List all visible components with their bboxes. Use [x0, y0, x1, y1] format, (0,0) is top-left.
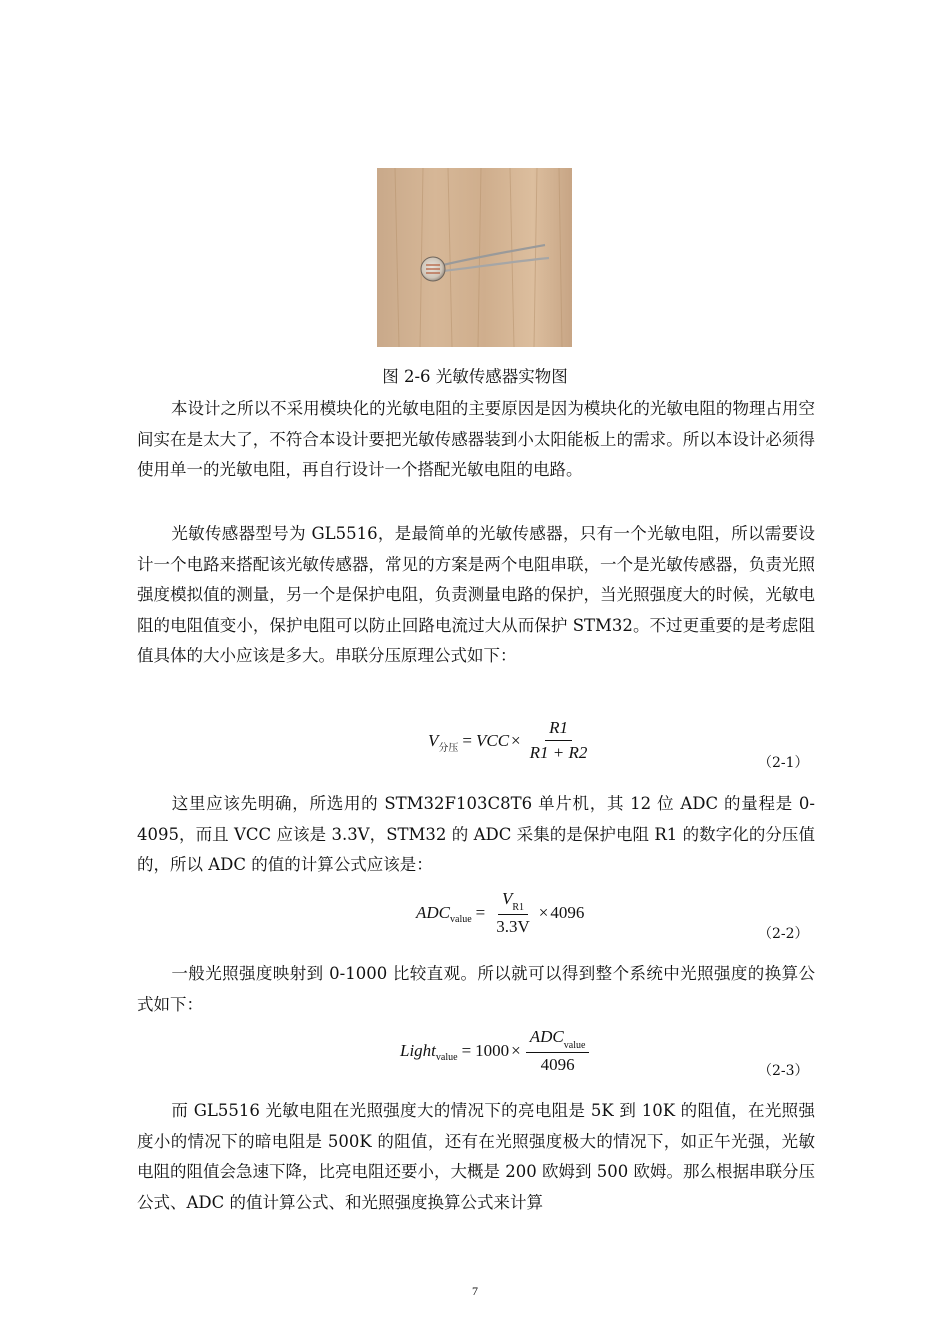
paragraph-4: 一般光照强度映射到 0-1000 比较直观。所以就可以得到整个系统中光照强度的换算公式如下：	[137, 964, 815, 1014]
equation-2-3: Light value = 1000 × $\frac{ADC_{value}}{4096}$	[400, 1027, 592, 1075]
paragraph-5: 而 GL5516 光敏电阻在光照强度大的情况下的亮电阻是 5K 到 10K 的阻值，在光照强度小的情况下的暗电阻是 500K 的阻值，还有在光照强度极大的情况下，如正午光强，光敏电阻的阻值会急速下降，比亮电阻还要小，大概是 200 欧姆到 500 欧姆。那么根据串联分压公式、ADC 的值计算公式、和光照强度换算公式来计算	[137, 1101, 815, 1212]
paragraph-1: 本设计之所以不采用模块化的光敏电阻的主要原因是因为模块化的光敏电阻的物理占用空间实在是太大了，不符合本设计要把光敏传感器装到小太阳能板上的需求。所以本设计必须得使用单一的光敏电阻，再自行设计一个搭配光敏电阻的电路。	[137, 399, 815, 479]
equation-2-2: ADC value = $\frac{V_{R1}}{3.3V}$ × 4096	[416, 889, 585, 936]
equation-number-2-2: （2-2）	[758, 926, 809, 942]
page-number: 7	[472, 1284, 478, 1298]
equation-number-2-1: （2-1）	[758, 755, 809, 771]
paragraph-3: 这里应该先明确，所选用的 STM32F103C8T6 单片机，其 12 位 ADC 的量程是 0-4095，而且 VCC 应该是 3.3V，STM32 的 ADC 采集的是保护电阻 R1 的数字化的分压值的，所以 ADC 的值的计算公式应该是：	[137, 794, 815, 874]
figure-caption: 图 2-6 光敏传感器实物图	[382, 367, 568, 386]
equation-2-1: V 分压 = VCC × $\frac{R1}{R1 + R2}$	[428, 718, 588, 762]
equation-number-2-3: （2-3）	[758, 1063, 809, 1079]
paragraph-2: 光敏传感器型号为 GL5516，是最简单的光敏传感器，只有一个光敏电阻，所以需要设计一个电路来搭配该光敏传感器，常见的方案是两个电阻串联，一个是光敏传感器，负责光照强度模拟值的测量，另一个是保护电阻，负责测量电路的保护，当光照强度大的时候，光敏电阻的电阻值变小，保护电阻可以防止回路电流过大从而保护 STM32。不过更重要的是考虑阻值具体的大小应该是多大。串联分压原理公式如下：	[137, 524, 815, 665]
photoresistor-photo	[377, 168, 572, 347]
